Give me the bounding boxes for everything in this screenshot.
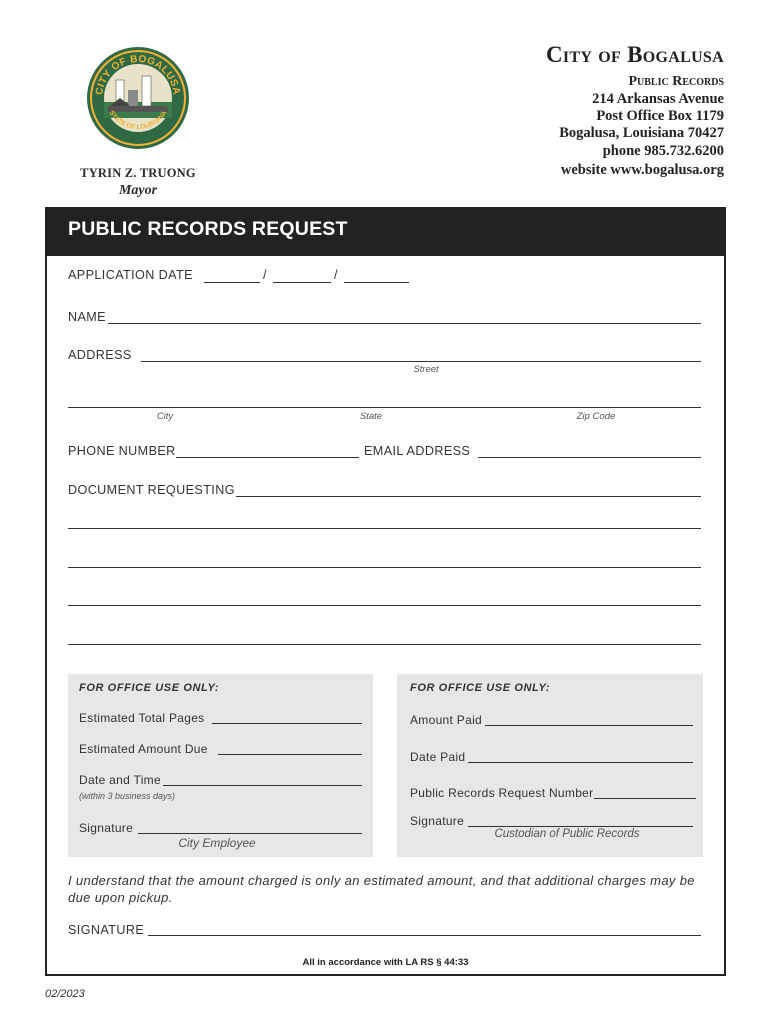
- form-title: PUBLIC RECORDS REQUEST: [68, 218, 348, 240]
- state-caption: State: [359, 411, 383, 422]
- custodian-signature-field[interactable]: [468, 826, 693, 827]
- address-label: ADDRESS: [68, 348, 132, 362]
- request-number-label: Public Records Request Number: [410, 786, 594, 800]
- mayor-title: Mayor: [118, 183, 158, 198]
- within-business-days-note: (within 3 business days): [79, 791, 176, 801]
- date-separator: /: [334, 268, 338, 282]
- amount-paid-field[interactable]: [485, 725, 693, 726]
- city-seal-logo: [86, 46, 190, 150]
- zip-code-caption: Zip Code: [576, 411, 616, 422]
- email-address-field[interactable]: [478, 457, 701, 458]
- city-name: City of Bogalusa: [545, 42, 724, 67]
- document-requesting-line[interactable]: [68, 528, 701, 529]
- city-employee-signature-field[interactable]: [138, 833, 362, 834]
- city-caption: City: [156, 411, 174, 422]
- estimated-total-pages-label: Estimated Total Pages: [79, 711, 205, 725]
- office-use-left-heading: FOR OFFICE USE ONLY:: [79, 682, 220, 694]
- city-employee-caption: City Employee: [178, 836, 256, 850]
- applicant-signature-field[interactable]: [148, 935, 701, 936]
- seal-bottom-text: STATE OF LOUISIANA: [107, 109, 169, 131]
- estimated-amount-due-label: Estimated Amount Due: [79, 742, 208, 756]
- address-line-street: 214 Arkansas Avenue: [592, 91, 724, 107]
- address-line-phone: phone 985.732.6200: [602, 143, 724, 159]
- request-number-field[interactable]: [594, 798, 696, 799]
- estimated-amount-due-field[interactable]: [218, 754, 362, 755]
- address-line-website: website www.bogalusa.org: [560, 162, 724, 178]
- amount-paid-label: Amount Paid: [410, 713, 483, 727]
- document-requesting-label: DOCUMENT REQUESTING: [68, 483, 235, 497]
- seal-top-text: CITY OF BOGALUSA: [94, 53, 182, 96]
- application-date-day-field[interactable]: [273, 282, 331, 283]
- date-separator: /: [263, 268, 267, 282]
- email-address-label: EMAIL ADDRESS: [364, 444, 471, 458]
- city-state-zip-field[interactable]: [68, 407, 701, 408]
- name-field[interactable]: [108, 323, 701, 324]
- department-name: Public Records: [628, 74, 724, 89]
- revision-date: 02/2023: [45, 988, 85, 1000]
- date-and-time-label: Date and Time: [79, 773, 161, 787]
- application-date-month-field[interactable]: [204, 282, 260, 283]
- document-requesting-field[interactable]: [236, 496, 701, 497]
- phone-number-label: PHONE NUMBER: [68, 444, 176, 458]
- signature-label: SIGNATURE: [68, 923, 145, 937]
- name-label: NAME: [68, 310, 106, 324]
- acknowledgement-text: I understand that the amount charged is only an estimated amount, and that additional charges may be due upon pickup.: [68, 873, 695, 905]
- law-reference: All in accordance with LA RS § 44:33: [302, 957, 469, 968]
- document-requesting-line[interactable]: [68, 605, 701, 606]
- application-date-label: APPLICATION DATE: [68, 268, 193, 282]
- street-field[interactable]: [141, 361, 701, 362]
- document-requesting-line[interactable]: [68, 567, 701, 568]
- street-caption: Street: [413, 364, 439, 375]
- date-paid-field[interactable]: [468, 762, 693, 763]
- phone-number-field[interactable]: [176, 457, 359, 458]
- date-and-time-field[interactable]: [163, 785, 362, 786]
- estimated-total-pages-field[interactable]: [212, 723, 362, 724]
- document-requesting-line[interactable]: [68, 644, 701, 645]
- date-paid-label: Date Paid: [410, 750, 466, 764]
- application-date-year-field[interactable]: [344, 282, 409, 283]
- address-line-po-box: Post Office Box 1179: [596, 108, 724, 124]
- custodian-caption: Custodian of Public Records: [494, 828, 640, 840]
- custodian-signature-label: Signature: [410, 814, 465, 828]
- office-use-right-heading: FOR OFFICE USE ONLY:: [410, 682, 551, 694]
- address-line-city-state: Bogalusa, Louisiana 70427: [559, 125, 724, 141]
- mayor-name: TYRIN Z. TRUONG: [80, 166, 196, 180]
- city-employee-signature-label: Signature: [79, 821, 134, 835]
